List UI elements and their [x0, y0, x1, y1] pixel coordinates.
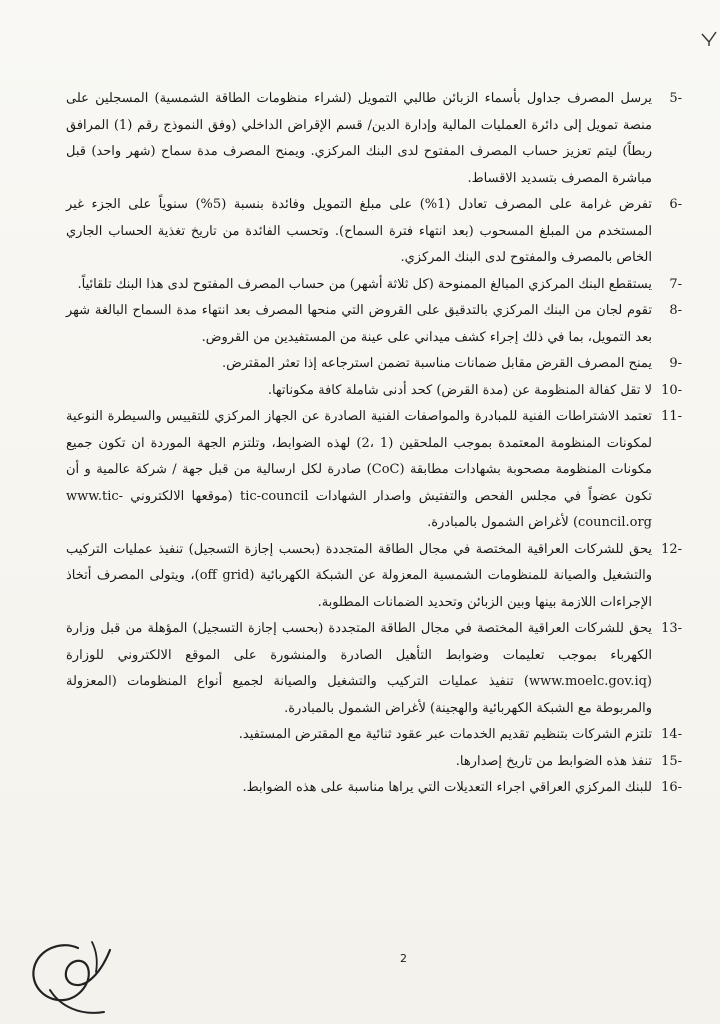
clause-number: 13-	[661, 621, 682, 636]
clause-text: يحق للشركات العراقية المختصة في مجال الطاقة المتجددة (بحسب إجازة التسجيل) تنفيذ عمليات التركيب والتشغيل والصيانة للمنظومات الشمسية المعزولة عن الشبكة الكهربائية (off grid)، ويتولى المصرف أتخاذ الإجراءات اللازمة بينها وبين الزبائن وتحديد الضمانات المطلوبة.	[66, 541, 653, 610]
clause-text: تلتزم الشركات بتنظيم تقديم الخدمات عبر عقود ثنائية مع المقترض المستفيد.	[238, 727, 652, 742]
clause-text: لا تقل كفالة المنظومة عن (مدة القرض) كحد أدنى شاملة كافة مكوناتها.	[267, 382, 652, 398]
clause-number: 6-	[669, 197, 682, 212]
corner-mark	[700, 28, 718, 48]
clause-number: 9-	[669, 356, 682, 371]
clause-8	[66, 298, 682, 351]
clause-15	[66, 749, 682, 776]
clause-number: 16-	[661, 780, 682, 795]
clause-5	[66, 86, 682, 192]
clause-text: يرسل المصرف جداول بأسماء الزبائن طالبي التمويل (لشراء منظومات الطاقة الشمسية) المسجلين على منصة تمويل إلى دائرة العمليات المالية وإدارة الدين/ قسم الإقراض الداخلي (وفق النموذج رقم (1) المرافق ربطاً) ليتم تعزيز حساب المصرف المفتوح لدى البنك المركزي. ويمنح المصرف مدة سماح (شهر واحد) قبل مباشرة المصرف بتسديد الاقساط.	[66, 91, 653, 186]
document-body	[66, 86, 682, 802]
clause-text: تعتمد الاشتراطات الفنية للمبادرة والمواصفات الفنية الصادرة عن الجهاز المركزي للتقييس والسيطرة النوعية لمكونات المنظومة المعتمدة بموجب الملحقين (1 ،2) لهذه الضوابط، وتلتزم الجهة الموردة ان تكون جميع مكونات المنظومة مصحوبة بشهادات مطابقة (CoC) صادرة لكل ارسالية من قبل جهة / شركة عالمية و أن تكون عضواً في مجلس الفحص والتفتيش واصدار الشهادات tic-council (موقعها الالكتروني www.tic- council.org) لأغراض الشمول بالمبادرة.	[66, 409, 652, 530]
clause-number: 8-	[669, 303, 682, 318]
clause-number: 15-	[661, 753, 682, 769]
clause-number: 10-	[661, 382, 682, 398]
clause-number: 5-	[669, 91, 682, 106]
clause-14	[66, 722, 682, 749]
clause-text: تفرض غرامة على المصرف تعادل (1%) على مبلغ التمويل وفائدة بنسبة (5%) سنوياً على الجزء غير المستخدم من المبلغ المسحوب (بعد انتهاء فترة السماح). وتحسب الفائدة من تاريخ تغذية الحساب الجاري الخاص بالمصرف والمفتوح لدى البنك المركزي.	[66, 197, 653, 265]
clause-text: يستقطع البنك المركزي المبالغ الممنوحة (كل ثلاثة أشهر) من حساب المصرف المفتوح لدى هذا البنك تلقائياً.	[77, 276, 652, 292]
clause-10	[66, 378, 682, 405]
clause-16	[66, 775, 682, 802]
page-number: 2	[400, 952, 407, 965]
clause-number: 12-	[661, 541, 682, 557]
clause-text: يمنح المصرف القرض مقابل ضمانات مناسبة تضمن استرجاعه إذا تعثر المقترض.	[222, 356, 652, 371]
clause-text: تنفذ هذه الضوابط من تاريخ إصدارها.	[455, 753, 652, 769]
clause-text: للبنك المركزي العراقي اجراء التعديلات التي يراها مناسبة على هذه الضوابط.	[242, 780, 652, 795]
clause-12	[66, 537, 682, 617]
clause-number: 11-	[661, 409, 682, 424]
clause-11	[66, 404, 682, 537]
clause-13	[66, 616, 682, 722]
clause-text: يحق للشركات العراقية المختصة في مجال الطاقة المتجددة (بحسب إجازة التسجيل) المؤهلة من قبل وزارة الكهرباء بموجب تعليمات وضوابط التأهيل الصادرة والمنشورة على الموقع الالكتروني للوزارة (www.moelc.gov.iq) تنفيذ عمليات التركيب والتشغيل والصيانة لجميع أنواع المنظومات (المعزولة والمربوطة مع الشبكة الكهربائية والهجينة) لأغراض الشمول بالمبادرة.	[66, 621, 652, 716]
clause-number: 7-	[669, 276, 682, 292]
clause-7	[66, 272, 682, 299]
signature	[20, 920, 120, 1020]
clause-6	[66, 192, 682, 272]
clause-number: 14-	[661, 727, 682, 742]
clause-9	[66, 351, 682, 378]
clause-text: تقوم لجان من البنك المركزي بالتدقيق على القروض التي منحها المصرف بعد انتهاء مدة السماح البالغة شهر بعد التمويل، بما في ذلك إجراء كشف ميداني على عينة من المستفيدين من القروض.	[66, 303, 652, 345]
